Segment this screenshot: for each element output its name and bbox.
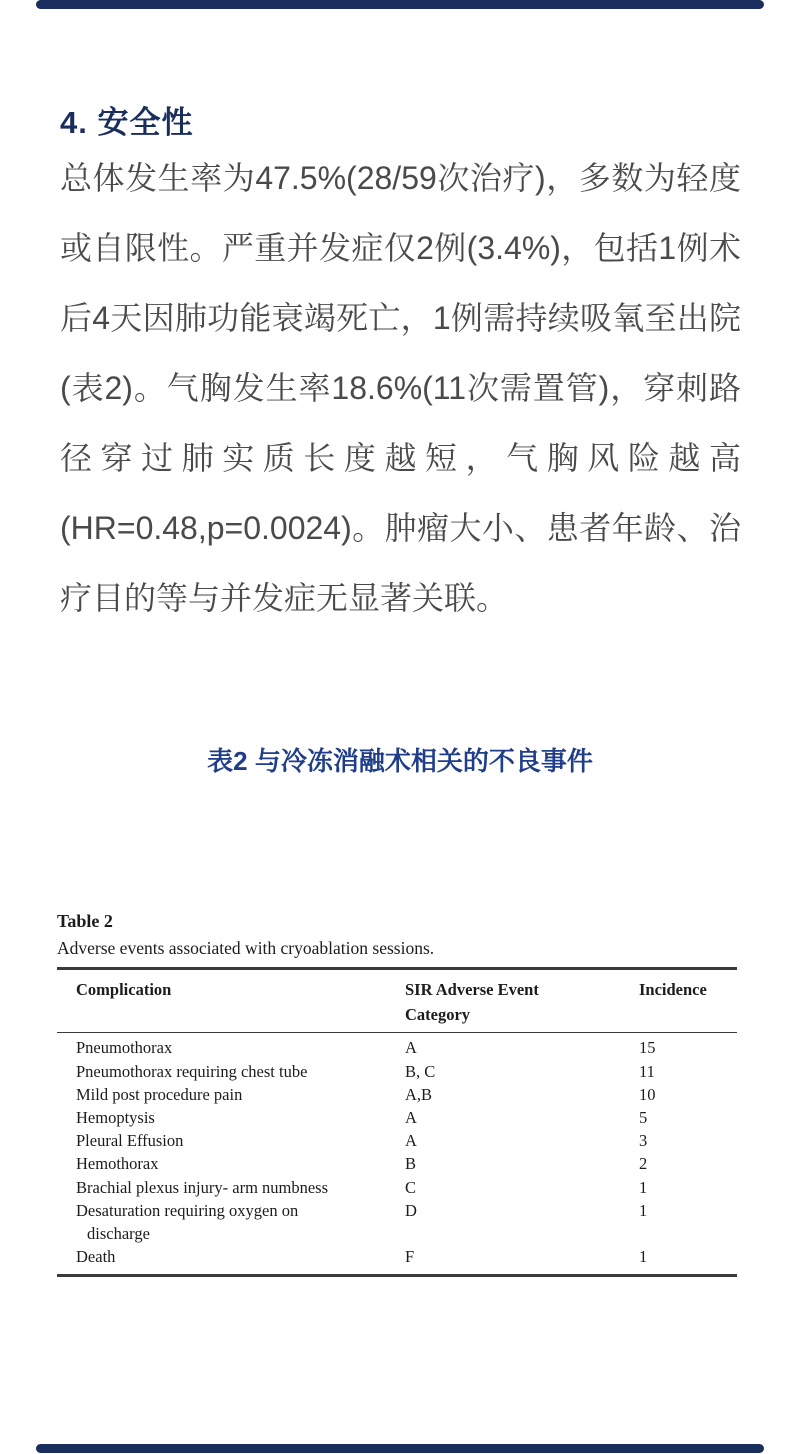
cell-category: A	[405, 1107, 417, 1127]
col-header-incidence: Incidence	[639, 979, 707, 999]
cell-category: B	[405, 1154, 417, 1174]
cell-complication: Death	[76, 1247, 116, 1267]
table-header-row	[57, 970, 737, 1032]
bottom-divider-bar	[36, 1444, 764, 1453]
cell-incidence: 3	[639, 1131, 648, 1151]
cell-category: D	[405, 1200, 417, 1220]
cell-incidence: 2	[639, 1154, 648, 1174]
paragraph-line: 后4天因肺功能衰竭死亡，1例需持续吸氧至出院	[60, 300, 741, 336]
table-row	[57, 1176, 737, 1199]
paragraph-line: 或自限性。严重并发症仅2例(3.4%)，包括1例术	[60, 230, 741, 266]
table-caption: 表2 与冷冻消融术相关的不良事件	[207, 746, 593, 776]
cell-complication: Hemothorax	[76, 1154, 159, 1174]
table-row	[57, 1106, 737, 1129]
cell-complication: Brachial plexus injury- arm numbness	[76, 1177, 329, 1197]
cell-category: C	[405, 1177, 417, 1197]
paragraph-line: 总体发生率为47.5%(28/59次治疗)，多数为轻度	[60, 160, 741, 196]
body-paragraph	[60, 143, 741, 633]
table-row	[57, 1245, 737, 1268]
cell-complication: Pneumothorax requiring chest tube	[76, 1061, 308, 1081]
cell-incidence: 5	[639, 1107, 648, 1127]
top-divider-bar	[36, 0, 764, 9]
table-row	[57, 1083, 737, 1106]
cell-incidence: 15	[639, 1038, 656, 1058]
cell-incidence: 1	[639, 1247, 648, 1267]
col-header-category	[405, 977, 639, 1027]
cell-complication: Desaturation requiring oxygen on discharge	[57, 1199, 405, 1245]
table-row	[57, 1199, 737, 1245]
paragraph-line: 径穿过肺实质长度越短，气胸风险越高	[60, 440, 741, 476]
cell-category: B, C	[405, 1061, 436, 1081]
cell-complication: Hemoptysis	[76, 1107, 155, 1127]
table-rule-bottom	[57, 1274, 737, 1277]
cell-complication: Mild post procedure pain	[76, 1084, 243, 1104]
paragraph-line: (表2)。气胸发生率18.6%(11次需置管)，穿刺路	[60, 370, 741, 406]
table-row	[57, 1036, 737, 1059]
cell-category: A	[405, 1131, 417, 1151]
col-header-complication: Complication	[76, 979, 172, 999]
table-body	[57, 1033, 737, 1272]
paper-table-figure	[57, 910, 737, 1277]
cell-incidence: 11	[639, 1061, 655, 1081]
col-header-category-line2: Category	[405, 1004, 471, 1024]
paragraph-line: 疗目的等与并发症无显著关联。	[60, 580, 509, 616]
table-row	[57, 1129, 737, 1152]
cell-category: F	[405, 1247, 415, 1267]
section-heading: 4. 安全性	[60, 104, 194, 140]
cell-complication: Pleural Effusion	[76, 1131, 184, 1151]
cell-category: A,B	[405, 1084, 433, 1104]
cell-incidence: 1	[639, 1177, 648, 1197]
paragraph-line: (HR=0.48,p=0.0024)。肿瘤大小、患者年龄、治	[60, 510, 741, 546]
cell-complication: Pneumothorax	[76, 1038, 173, 1058]
cell-complication-wrap-line: discharge	[87, 1223, 150, 1243]
cell-incidence: 10	[639, 1084, 656, 1104]
cell-incidence: 1	[639, 1200, 648, 1220]
paper-table-subtitle: Adverse events associated with cryoablation sessions.	[57, 938, 435, 958]
paper-table-title: Table 2	[57, 911, 113, 931]
col-header-category-line1: SIR Adverse Event	[405, 979, 539, 999]
table-row	[57, 1152, 737, 1175]
cell-category: A	[405, 1038, 417, 1058]
table-row	[57, 1060, 737, 1083]
